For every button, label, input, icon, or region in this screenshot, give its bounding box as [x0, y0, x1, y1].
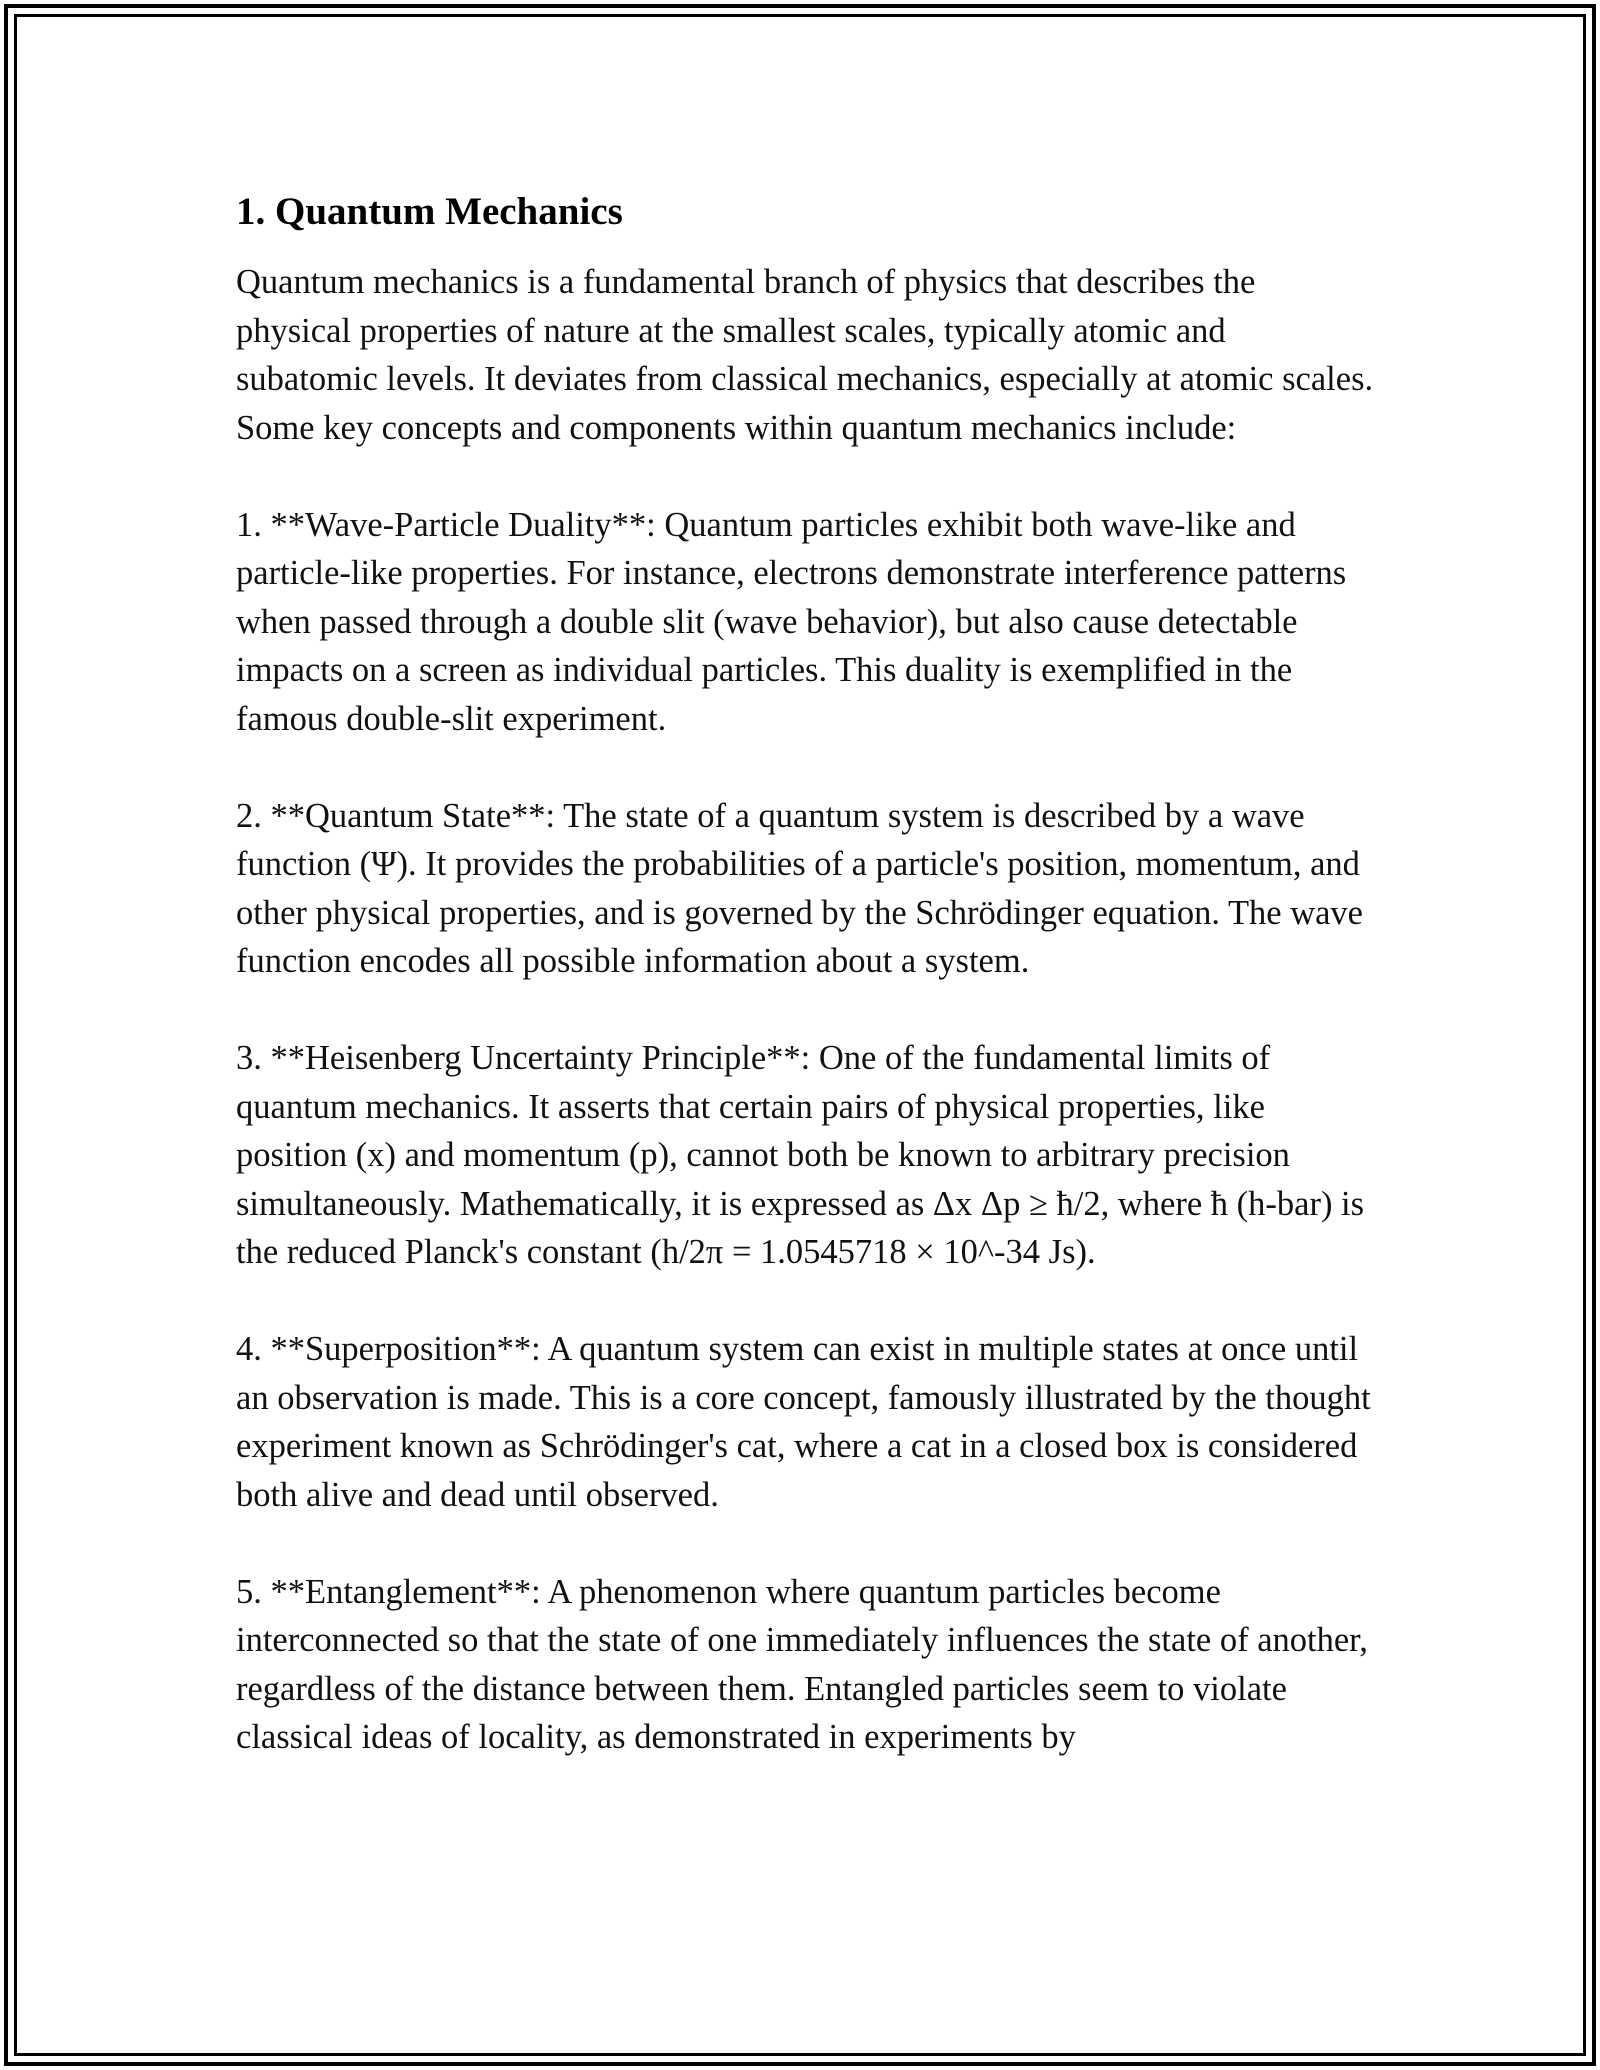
- concept-uncertainty-principle: 3. **Heisenberg Uncertainty Principle**: One of the fundamental limits of quantum mechanics. It asserts that certain pairs of physical properties, like position (x) and momentum (p), cannot both be known to arbitrary precision simultaneously. Mathematically, it is expressed as Δx Δp ≥ ħ/2, where ħ (h-bar) is the reduced Planck's constant (h/2π = 1.0545718 × 10^-34 Js).: [236, 1039, 1373, 1271]
- document-body: [236, 186, 1382, 1762]
- intro-paragraph: Quantum mechanics is a fundamental branch of physics that describes the physical properties of nature at the smallest scales, typically atomic and subatomic levels. It deviates from classical mechanics, especially at atomic scales. Some key concepts and components within quantum mechanics include:: [236, 263, 1382, 447]
- concept-entanglement: 5. **Entanglement**: A phenomenon where quantum particles become interconnected so that the state of one immediately influences the state of another, regardless of the distance between them. Entangled particles seem to violate classical ideas of locality, as demonstrated in experiments by: [236, 1572, 1377, 1756]
- section-heading: 1. Quantum Mechanics: [236, 190, 623, 233]
- concept-wave-particle-duality: 1. **Wave-Particle Duality**: Quantum particles exhibit both wave-like and particle-like properties. For instance, electrons demonstrate interference patterns when passed through a double slit (wave behavior), but also cause detectable impacts on a screen as individual particles. This duality is exemplified in the famous double-slit experiment.: [236, 505, 1355, 738]
- concept-superposition: 4. **Superposition**: A quantum system can exist in multiple states at once until an observation is made. This is a core concept, famously illustrated by the thought experiment known as Schrödinger's cat, where a cat in a closed box is considered both alive and dead until observed.: [236, 1330, 1380, 1514]
- concept-quantum-state: 2. **Quantum State**: The state of a quantum system is described by a wave function (Ψ). It provides the probabilities of a particle's position, momentum, and other physical properties, and is governed by the Schrödinger equation. The wave function encodes all possible information about a system.: [236, 796, 1372, 980]
